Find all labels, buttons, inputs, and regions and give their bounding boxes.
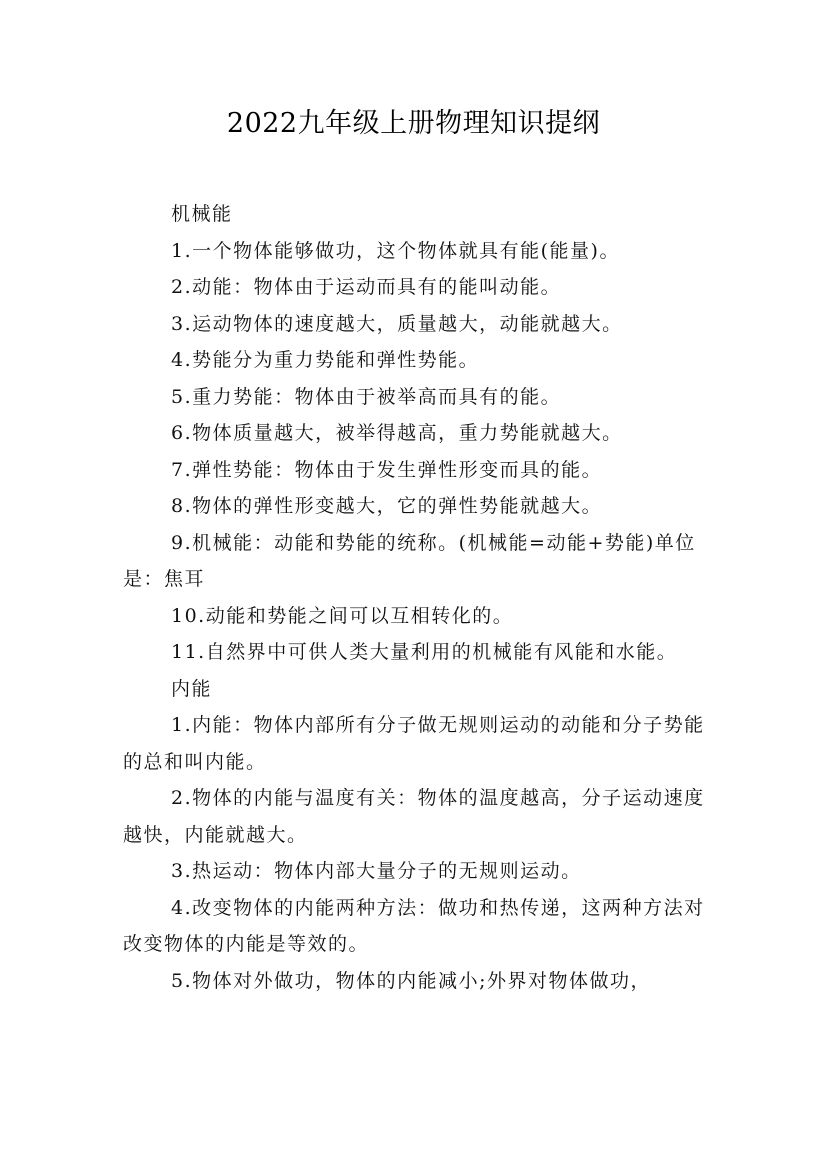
internal-energy-item-4: 4.改变物体的内能两种方法：做功和热传递，这两种方法对改变物体的内能是等效的。 [123, 896, 705, 955]
document-title: 2022九年级上册物理知识提纲 [226, 108, 601, 139]
section-heading-mechanical-energy: 机械能 [171, 203, 233, 225]
mechanical-energy-item-9: 9.机械能：动能和势能的统称。(机械能=动能+势能)单位是：焦耳 [123, 531, 696, 590]
mechanical-energy-item-2: 2.动能：物体由于运动而具有的能叫动能。 [171, 276, 562, 298]
mechanical-energy-item-1: 1.一个物体能够做功，这个物体就具有能(能量)。 [171, 239, 620, 262]
mechanical-energy-item-11: 11.自然界中可供人类大量利用的机械能有风能和水能。 [171, 641, 678, 663]
mechanical-energy-item-4: 4.势能分为重力势能和弹性势能。 [171, 349, 480, 371]
mechanical-energy-item-7: 7.弹性势能：物体由于发生弹性形变而具的能。 [171, 458, 603, 481]
document-body [123, 196, 708, 999]
mechanical-energy-item-3: 3.运动物体的速度越大，质量越大，动能就越大。 [171, 312, 623, 335]
mechanical-energy-item-5: 5.重力势能：物体由于被举高而具有的能。 [171, 385, 562, 408]
internal-energy-item-1: 1.内能：物体内部所有分子做无规则运动的动能和分子势能的总和叫内能。 [123, 714, 705, 773]
mechanical-energy-item-6: 6.物体质量越大，被举得越高，重力势能就越大。 [171, 422, 623, 444]
internal-energy-item-2: 2.物体的内能与温度有关：物体的温度越高，分子运动速度越快，内能就越大。 [123, 787, 705, 846]
mechanical-energy-item-10: 10.动能和势能之间可以互相转化的。 [171, 604, 514, 627]
internal-energy-item-5: 5.物体对外做功，物体的内能减小;外界对物体做功， [171, 969, 652, 992]
internal-energy-item-3: 3.热运动：物体内部大量分子的无规则运动。 [171, 860, 582, 882]
mechanical-energy-item-8: 8.物体的弹性形变越大，它的弹性势能就越大。 [171, 495, 603, 517]
section-heading-internal-energy: 内能 [171, 677, 213, 700]
